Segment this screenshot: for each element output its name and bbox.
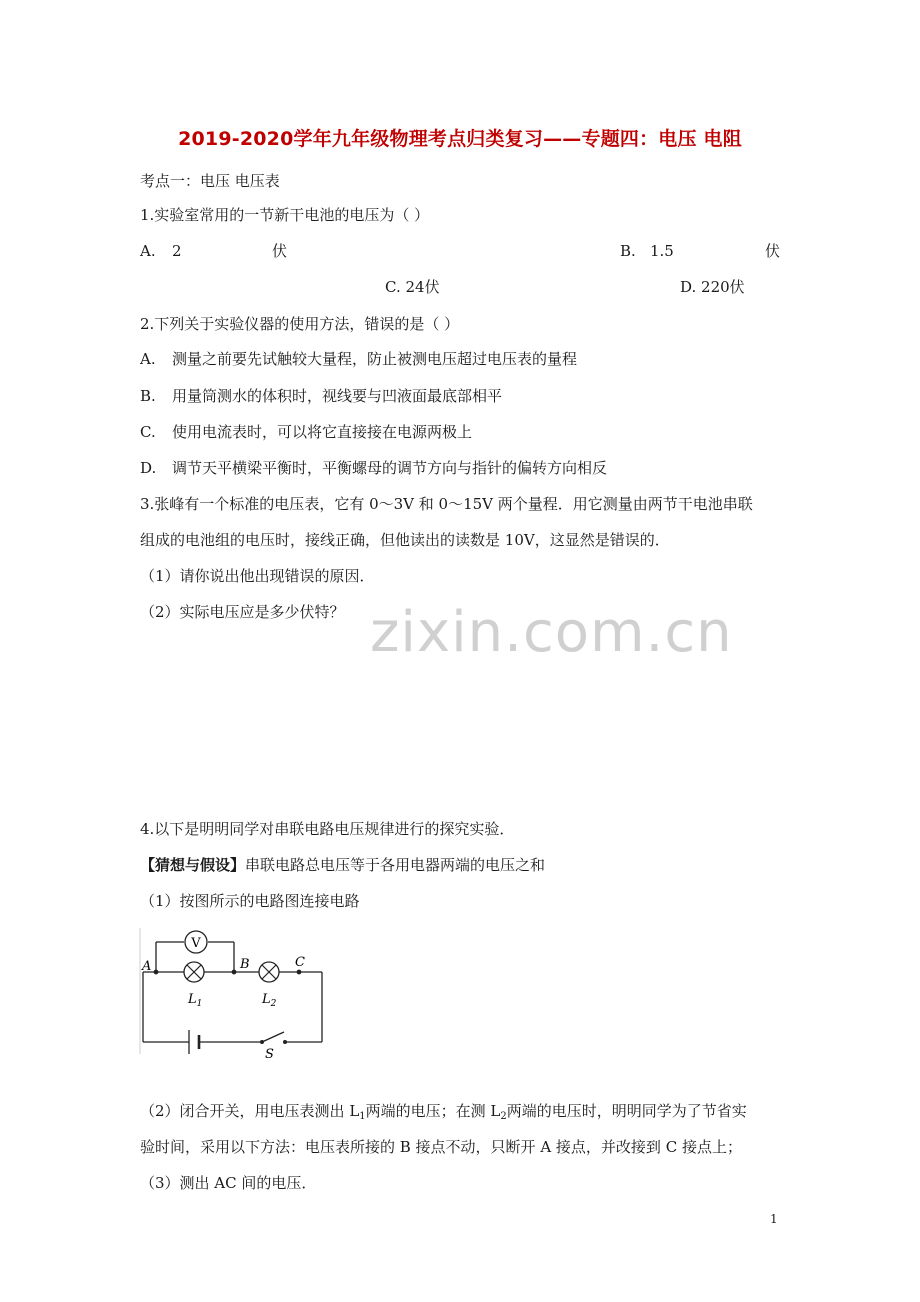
question-2-stem: 2.下列关于实验仪器的使用方法，错误的是（ ）: [140, 315, 460, 333]
page-title: 2019-2020学年九年级物理考点归类复习——专题四：电压 电阻: [178, 128, 742, 150]
question-3-line-2: 组成的电池组的电压时，接线正确，但他读出的读数是 10V，这显然是错误的．: [140, 531, 670, 549]
circuit-diagram: [138, 924, 330, 1058]
q2-option-c: 使用电流表时，可以将它直接接在电源两极上: [172, 423, 473, 441]
question-4-stem: 4.以下是明明同学对串联电路电压规律进行的探究实验．: [140, 820, 515, 838]
question-4-part-2-line-2: 验时间，采用以下方法：电压表所接的 B 接点不动，只断开 A 接点，并改接到 C 接点上；: [140, 1138, 742, 1156]
q2-option-d: 调节天平横梁平衡时，平衡螺母的调节方向与指针的偏转方向相反: [172, 459, 608, 477]
q1-option-a-label: A.: [140, 242, 156, 260]
page-number: 1: [770, 1212, 778, 1226]
q1-option-b-label: B.: [620, 242, 636, 260]
question-3-part-2: （2）实际电压应是多少伏特？: [140, 603, 345, 621]
junction-a: [154, 970, 159, 975]
question-1-stem: 1.实验室常用的一节新干电池的电压为（ ）: [140, 206, 430, 224]
q1-option-a-unit: 伏: [272, 242, 288, 260]
q1-option-b-value: 1.5: [650, 242, 674, 260]
lamp-l2-label: $L_2$: [262, 992, 277, 1009]
q2-option-a: 测量之前要先试触较大量程，防止被测电压超过电压表的量程: [172, 350, 578, 368]
hypothesis-text: 串联电路总电压等于各用电器两端的电压之和: [245, 856, 546, 874]
question-3-part-1: （1）请你说出他出现错误的原因．: [140, 567, 375, 585]
q1-option-a-value: 2: [172, 242, 182, 260]
switch-blade: [262, 1032, 284, 1042]
question-3-line-1: 3.张峰有一个标准的电压表，它有 0～3V 和 0～15V 两个量程．用它测量由两节干电池串联: [140, 495, 753, 513]
switch-label: S: [265, 1047, 274, 1058]
q1-option-c: C. 24伏: [385, 278, 440, 296]
question-4-part-3: （3）测出 AC 间的电压．: [140, 1174, 317, 1192]
hypothesis: [140, 856, 545, 874]
junction-b: [232, 970, 237, 975]
watermark: zixin.com.cn: [370, 600, 733, 665]
question-4-part-1: （1）按图所示的电路图连接电路: [140, 892, 360, 910]
voltmeter-label: V: [191, 936, 201, 951]
section-heading: 考点一：电压 电压表: [140, 172, 280, 190]
point-b-label: B: [240, 957, 250, 972]
question-4-part-2-line-1: （2）闭合开关，用电压表测出 $L_1$两端的电压；在测 $L_2$两端的电压时，明明同学为了节省实: [140, 1102, 747, 1122]
lamp-l1-label: $L_1$: [188, 992, 203, 1009]
q2-option-a-label: A.: [140, 350, 156, 368]
q2-option-b-label: B.: [140, 387, 156, 405]
point-c-label: C: [295, 955, 305, 970]
junction-c: [297, 970, 302, 975]
q2-option-c-label: C.: [140, 423, 156, 441]
q1-option-b-unit: 伏: [765, 242, 781, 260]
q2-option-d-label: D.: [140, 459, 157, 477]
hypothesis-tag: 【猜想与假设】: [140, 856, 246, 874]
point-a-label: A: [142, 959, 152, 974]
q2-option-b: 用量筒测水的体积时，视线要与凹液面最底部相平: [172, 387, 503, 405]
q1-option-d: D. 220伏: [680, 278, 745, 296]
